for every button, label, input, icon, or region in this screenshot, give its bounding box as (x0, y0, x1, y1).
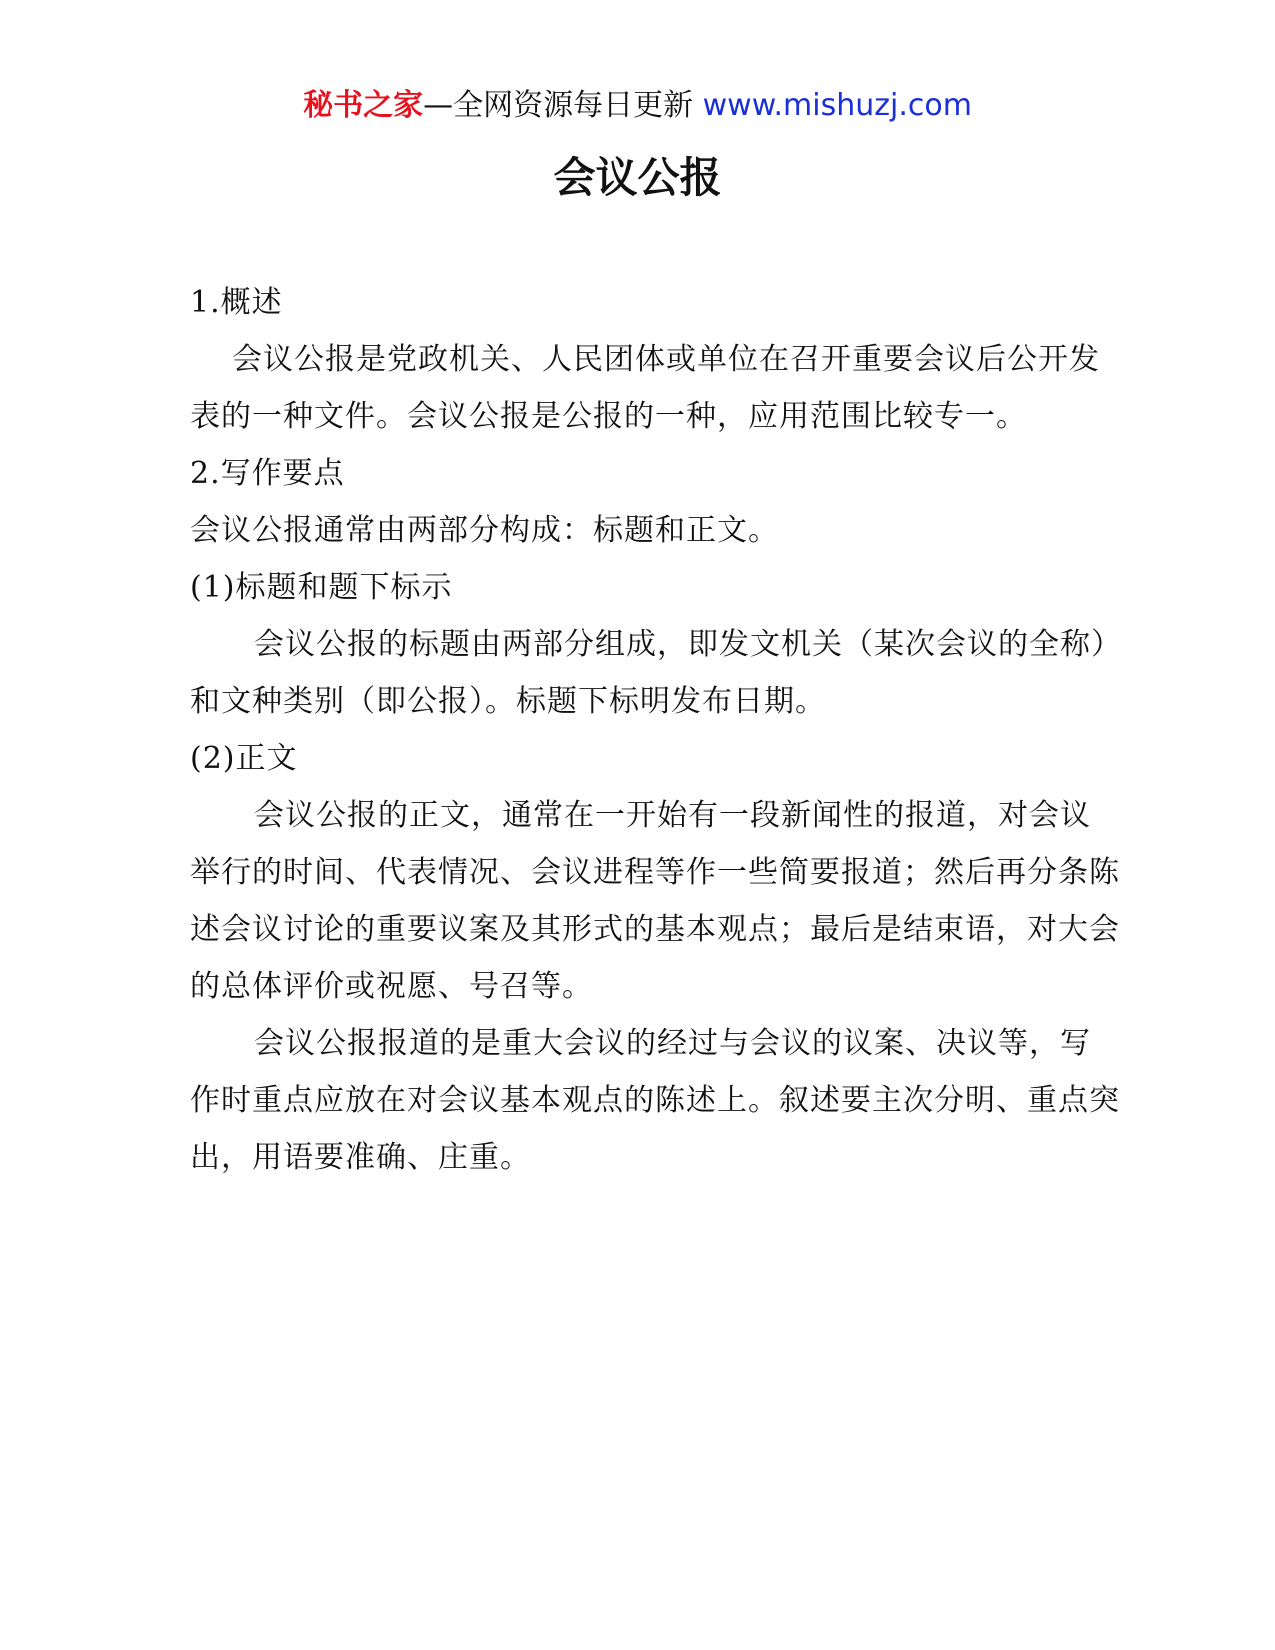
paragraph-composition: 会议公报通常由两部分构成：标题和正文。 (190, 513, 779, 548)
subsection-heading-body: (2)正文 (190, 741, 298, 776)
site-header (0, 86, 1275, 126)
paragraph-body-focus: 会议公报报道的是重大会议的经过与会议的议案、决议等，写作时重点应放在对会议基本观点的陈述上。叙述要主次分明、重点突出，用语要准确、庄重。 (190, 1026, 1120, 1175)
paragraph-title-details: 会议公报的标题由两部分组成，即发文机关（某次会议的全称）和文种类别（即公报）。标题下标明发布日期。 (190, 627, 1107, 719)
document-title: 会议公报 (553, 153, 722, 202)
paragraph-overview: 会议公报是党政机关、人民团体或单位在召开重要会议后公开发表的一种文件。会议公报是公报的一种，应用范围比较专一。 (190, 342, 1100, 434)
site-tagline: —全网资源每日更新 (423, 88, 694, 123)
document-body (190, 274, 1120, 1186)
section-heading-writing-points: 2.写作要点 (190, 456, 345, 491)
site-brand: 秘书之家 (303, 88, 424, 123)
site-url-link[interactable]: www.mishuzj.com (702, 88, 972, 123)
section-heading-overview: 1.概述 (190, 285, 283, 320)
paragraph-body-details: 会议公报的正文，通常在一开始有一段新闻性的报道，对会议举行的时间、代表情况、会议进程等作一些简要报道；然后再分条陈述会议讨论的重要议案及其形式的基本观点；最后是结束语，对大会的总体评价或祝愿、号召等。 (190, 798, 1120, 1004)
subsection-heading-title: (1)标题和题下标示 (190, 570, 453, 605)
